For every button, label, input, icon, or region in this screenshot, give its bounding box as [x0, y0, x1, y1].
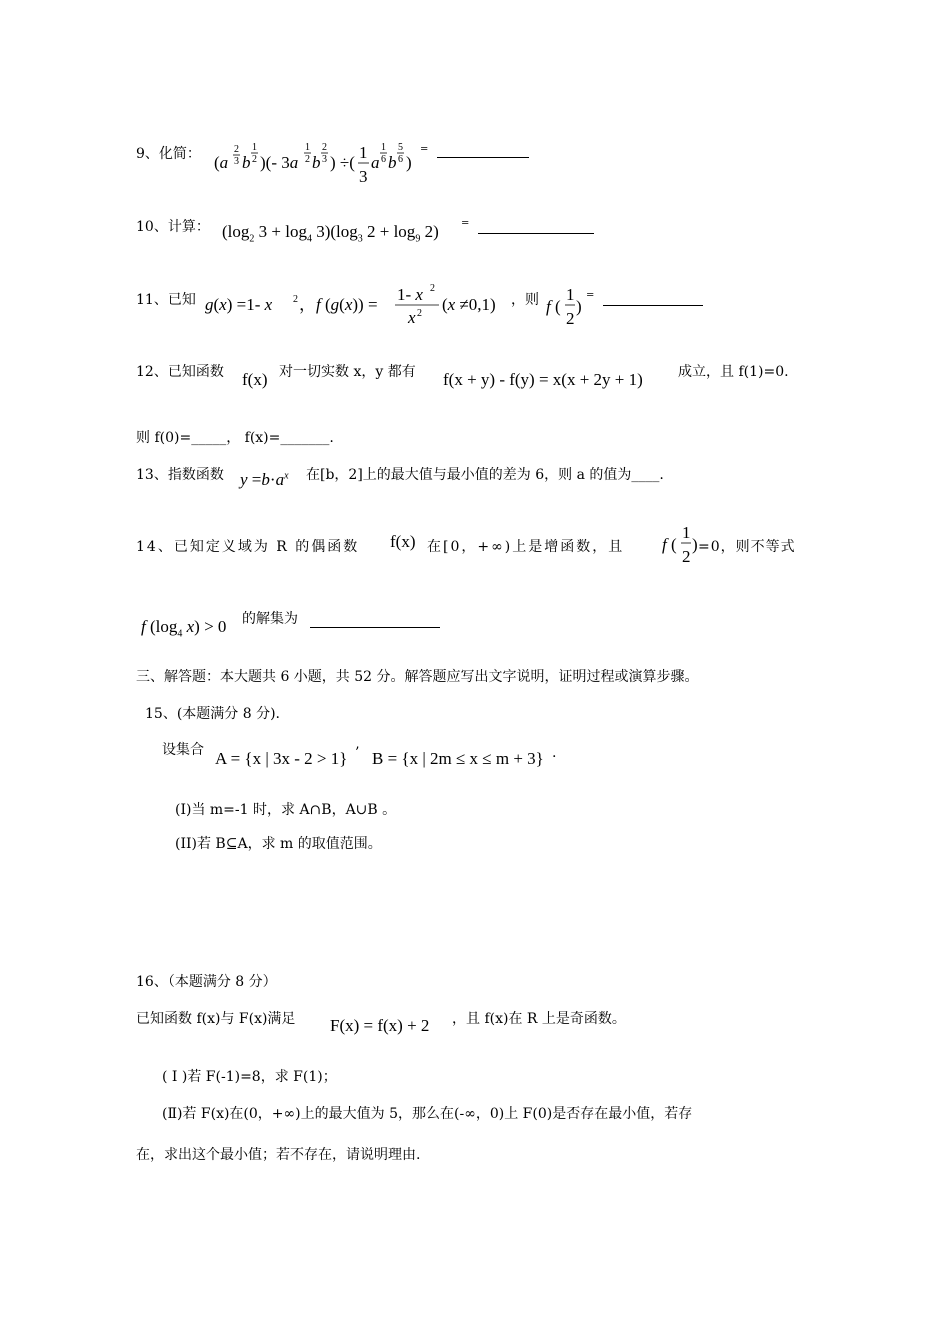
q15-part2: (II)若 B⊆A，求 m 的取值范围。 — [175, 836, 382, 852]
q12-text2: 成立，且 f(1)=0. — [678, 364, 789, 380]
svg-text:) ÷(: ) ÷( — [330, 153, 355, 172]
svg-text:3: 3 — [234, 156, 239, 167]
svg-text:b: b — [388, 153, 397, 172]
q14-line2-expression: f ($\log_4$ x) > 0 — [141, 617, 227, 640]
q14-answer-blank[interactable] — [310, 626, 440, 628]
svg-text:2: 2 — [566, 309, 575, 328]
svg-text:2: 2 — [252, 154, 257, 165]
q14-f: f(x) — [390, 532, 416, 551]
q11-equals: = — [586, 290, 595, 301]
q16-intro2: ，且 f(x)在 R 上是奇函数。 — [452, 1011, 626, 1027]
q11-then: ，则 — [511, 292, 539, 308]
q15-intro: 设集合 — [162, 742, 204, 758]
svg-text:2: 2 — [417, 308, 422, 319]
q13-label: 13、指数函数 — [136, 467, 224, 483]
q14-label: 14、已知定义域为 R 的偶函数 — [136, 539, 360, 555]
svg-text:2: 2 — [682, 547, 691, 566]
svg-text:3: 3 — [359, 167, 368, 186]
q10-expression: ($\log_2$ $3 + \log_4 3)(\log_3$ $2 + \log_9 2$) — [222, 222, 439, 245]
svg-text:(a: (a — [214, 153, 229, 172]
q11-answer-blank[interactable] — [603, 304, 703, 306]
svg-text:1: 1 — [252, 142, 257, 153]
q16-expression: F(x) = f(x) + 2 — [330, 1016, 430, 1035]
svg-text:a: a — [371, 153, 380, 172]
svg-text:x: x — [408, 308, 416, 327]
q11-formula — [205, 278, 510, 328]
q9-answer-blank[interactable] — [437, 156, 529, 158]
svg-text:6: 6 — [398, 154, 403, 165]
q14-f-half-formula — [662, 520, 702, 570]
q12-f: f(x) — [242, 370, 268, 389]
q9-expression — [212, 138, 427, 188]
svg-text:1: 1 — [381, 142, 386, 153]
q11-f-half — [546, 282, 586, 337]
q14-text2: =0，则不等式 — [698, 539, 796, 555]
q16-part1: ( Ⅰ )若 F(-1)=8，求 F(1)； — [162, 1069, 337, 1085]
q10-label: 10、计算： — [136, 219, 210, 235]
q16-intro: 已知函数 f(x)与 F(x)满足 — [136, 1011, 296, 1027]
svg-text:b: b — [242, 153, 251, 172]
svg-text:2: 2 — [322, 142, 327, 153]
q11-f-half-formula — [546, 282, 586, 332]
q11-expression — [205, 278, 510, 333]
svg-text:2: 2 — [305, 154, 310, 165]
svg-text:1: 1 — [566, 285, 575, 304]
q10-answer-blank[interactable] — [478, 232, 594, 234]
q13-text: 在[b，2]上的最大值与最小值的差为 6，则 a 的值为____. — [306, 467, 664, 483]
svg-text:2: 2 — [293, 294, 298, 305]
q12-line2: 则 f(0)=_____， f(x)=_______. — [136, 430, 334, 446]
q12-text1: 对一切实数 x，y 都有 — [279, 364, 416, 380]
svg-text:1: 1 — [682, 523, 691, 542]
q16-header: 16、（本题满分 8 分） — [136, 974, 277, 990]
svg-text:1: 1 — [305, 142, 310, 153]
q13-expression: $y =b\cdot a^x$ — [240, 470, 289, 489]
svg-text:f (: f ( — [546, 297, 561, 316]
svg-text:): ) — [406, 153, 412, 172]
svg-text:1: 1 — [359, 143, 368, 162]
q9-label: 9、化简： — [136, 146, 201, 162]
q9-formula — [212, 138, 427, 188]
q15-header: 15、(本题满分 8 分). — [145, 706, 280, 722]
svg-text:): ) — [692, 535, 698, 554]
q11-label: 11、已知 — [136, 292, 196, 308]
q16-part2-continued: 在，求出这个最小值；若不存在，请说明理由. — [136, 1147, 421, 1163]
svg-text:)(- 3a: )(- 3a — [260, 153, 299, 172]
svg-text:1- x: 1- x — [397, 285, 423, 304]
q14-f-half — [662, 520, 702, 575]
svg-text:b: b — [312, 153, 321, 172]
q9-equals: = — [420, 144, 429, 155]
q15-part1: (I)当 m=-1 时，求 A∩B，A∪B 。 — [175, 802, 397, 818]
q12-label: 12、已知函数 — [136, 364, 224, 380]
svg-text:3: 3 — [322, 154, 327, 165]
svg-text:2: 2 — [234, 144, 239, 155]
svg-text:，f (g(x)) =: ，f (g(x)) = — [299, 295, 378, 314]
svg-text:): ) — [576, 297, 582, 316]
q14-text1: 在[0，+∞)上是增函数，且 — [427, 539, 625, 555]
q10-equals: = — [461, 218, 470, 229]
q12-expression: f(x + y) - f(y) = x(x + 2y + 1) — [443, 370, 643, 389]
q15-set-a: A = {x | 3x - 2 > 1} — [215, 749, 348, 768]
svg-text:f (: f ( — [662, 535, 677, 554]
svg-text:g(x) =1- x: g(x) =1- x — [205, 295, 273, 314]
q14-line2-text: 的解集为 — [242, 611, 298, 627]
q15-period: . — [552, 745, 557, 761]
q15-set-b: B = {x | 2m ≤ x ≤ m + 3} — [372, 749, 544, 768]
svg-text:5: 5 — [398, 142, 403, 153]
q16-part2: (Ⅱ)若 F(x)在(0，+∞)上的最大值为 5，那么在(-∞，0)上 F(0)是否存在最小值，若存 — [162, 1106, 693, 1122]
svg-text:2: 2 — [430, 283, 435, 294]
section-3-heading: 三、解答题：本大题共 6 小题，共 52 分。解答题应写出文字说明，证明过程或演算步骤。 — [136, 669, 699, 685]
svg-text:6: 6 — [381, 154, 386, 165]
q15-separator: ’ — [355, 745, 360, 761]
svg-text:(x ≠0,1): (x ≠0,1) — [442, 295, 496, 314]
